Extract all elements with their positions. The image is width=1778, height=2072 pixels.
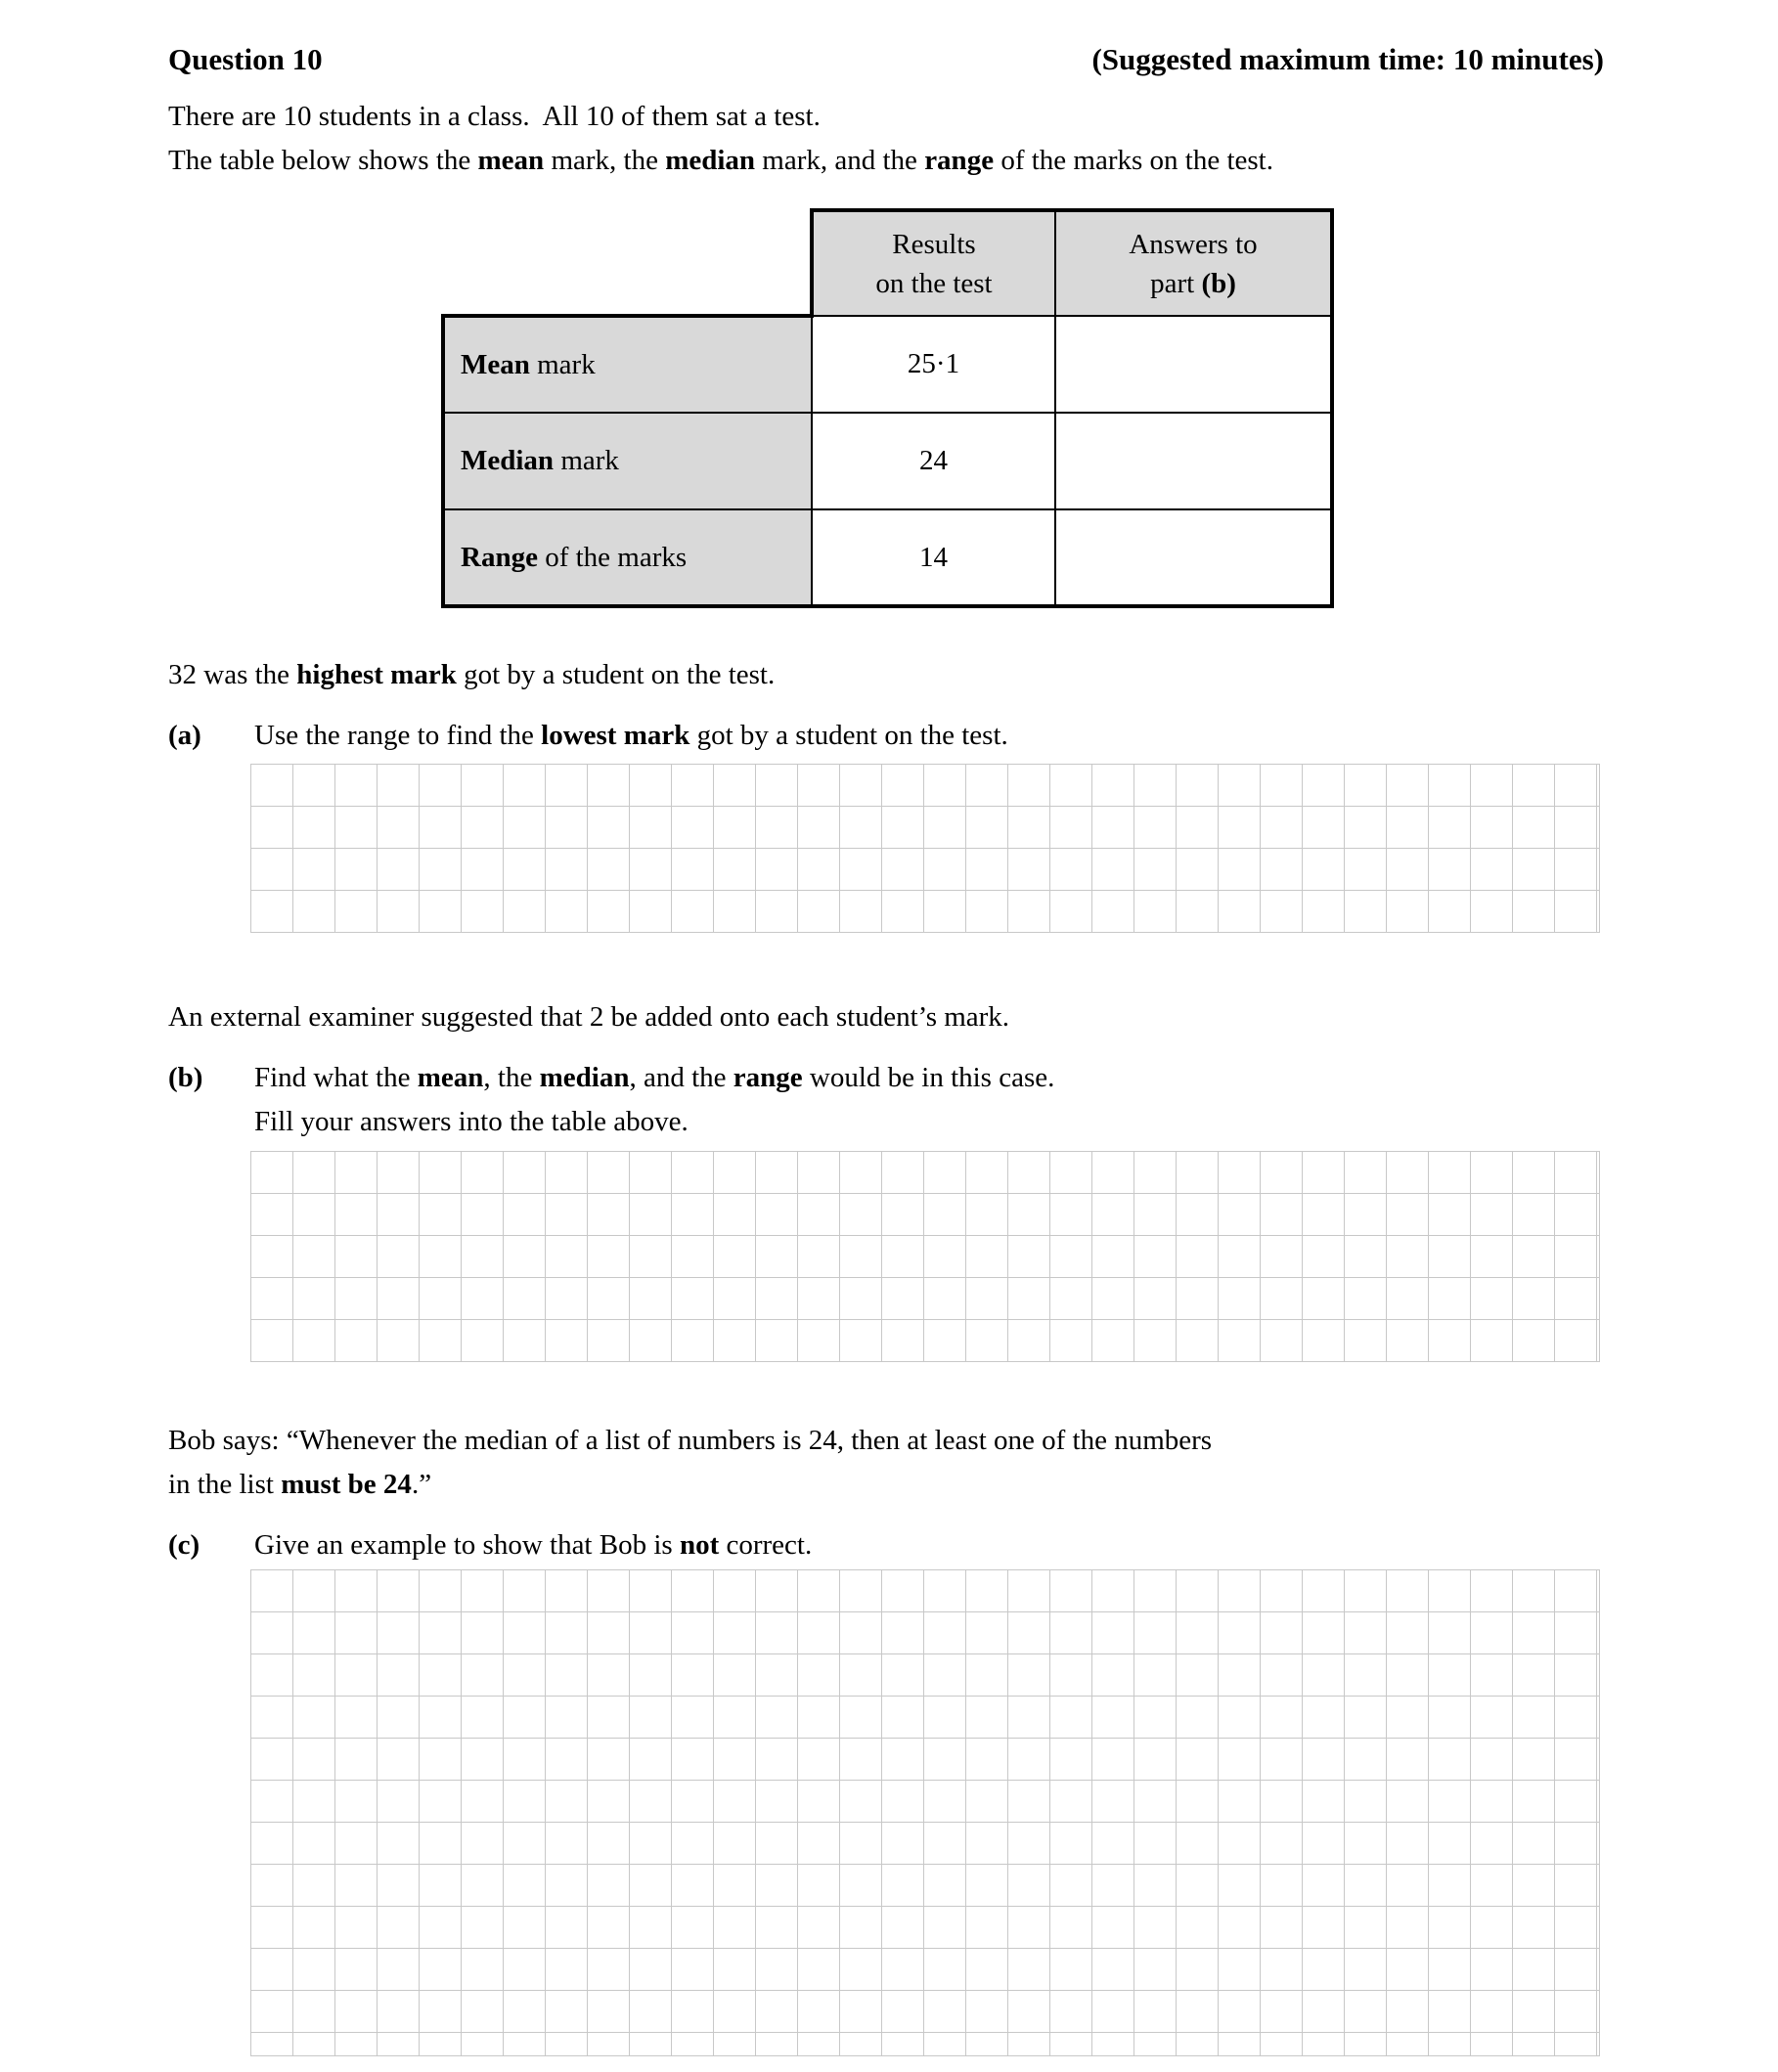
question-header <box>168 37 1604 81</box>
table-row-mean <box>443 316 1332 413</box>
range-answer-cell[interactable] <box>1055 509 1332 606</box>
table-row-range <box>443 509 1332 606</box>
bob-statement <box>168 1419 1604 1507</box>
marks-table <box>441 208 1334 608</box>
intro-line-1: There are 10 students in a class. All 10 of them sat a test. <box>168 101 821 132</box>
table-corner-blank <box>443 210 812 316</box>
part-b-label: (b) <box>168 1062 203 1093</box>
part-b <box>168 1056 1604 1144</box>
intro-line-2: The table below shows the mean mark, the median mark, and the range of the marks on the test. <box>168 145 1273 176</box>
highest-mark-statement: 32 was the highest mark got by a student on the test. <box>168 659 776 690</box>
row-label-median: Median mark <box>443 413 812 509</box>
median-result-value: 24 <box>812 413 1055 509</box>
bob-statement-line-1: Bob says: “Whenever the median of a list of numbers is 24, then at least one of the numbers <box>168 1425 1213 1456</box>
table-header-row <box>443 210 1332 316</box>
mean-answer-cell[interactable] <box>1055 316 1332 413</box>
part-a-label: (a) <box>168 720 201 751</box>
row-label-mean: Mean mark <box>443 316 812 413</box>
part-b-question <box>254 1056 1604 1144</box>
range-result-value: 14 <box>812 509 1055 606</box>
time-note: (Suggested maximum time: 10 minutes) <box>1091 42 1604 76</box>
intro-text <box>168 95 1604 183</box>
mean-result-value: 25·1 <box>812 316 1055 413</box>
col-header-results: Results on the test <box>812 210 1055 316</box>
part-a-question: Use the range to find the lowest mark got by a student on the test. <box>254 720 1008 751</box>
part-c-question: Give an example to show that Bob is not correct. <box>254 1529 813 1561</box>
bob-statement-line-2: in the list must be 24.” <box>168 1469 432 1500</box>
median-answer-cell[interactable] <box>1055 413 1332 509</box>
answer-grid-part-c[interactable] <box>250 1569 1600 2056</box>
col-header-answers: Answers to part (b) <box>1055 210 1332 316</box>
answer-grid-part-b[interactable] <box>250 1151 1600 1362</box>
question-number: Question 10 <box>168 42 323 76</box>
examiner-note: An external examiner suggested that 2 be added onto each student’s mark. <box>168 1001 1010 1033</box>
answer-grid-part-a[interactable] <box>250 764 1600 933</box>
part-c <box>168 1523 1604 1567</box>
part-c-label: (c) <box>168 1529 200 1561</box>
row-label-range: Range of the marks <box>443 509 812 606</box>
part-b-line-1: Find what the mean, the median, and the range would be in this case. <box>254 1062 1055 1093</box>
table-row-median <box>443 413 1332 509</box>
part-b-line-2: Fill your answers into the table above. <box>254 1106 689 1137</box>
part-a <box>168 714 1604 758</box>
